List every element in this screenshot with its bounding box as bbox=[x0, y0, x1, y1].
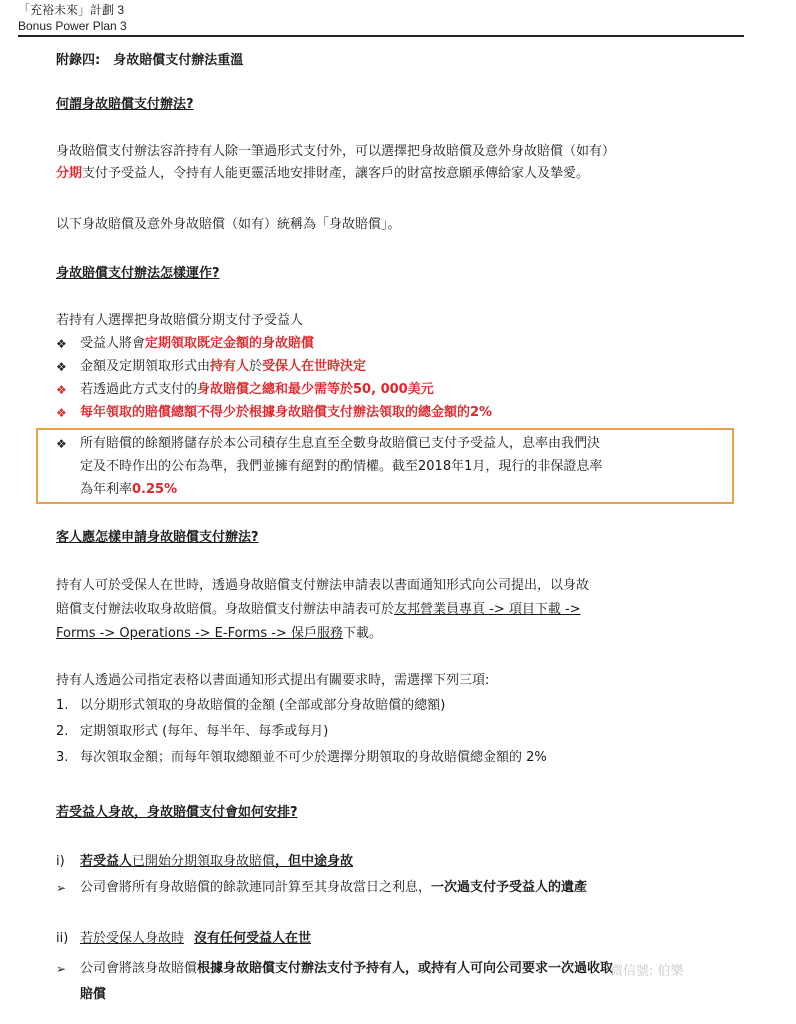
paragraph-text: 賠償支付辦法收取身故賠償。身故賠償支付辦法申請表可於 bbox=[56, 602, 395, 617]
section-heading-how-it-works: 身故賠償支付辦法怎樣運作? bbox=[56, 266, 220, 281]
appendix-title: 附錄四: 身故賠償支付辦法重溫 bbox=[56, 53, 244, 68]
section-heading-beneficiary-death: 若受益人身故，身故賠償支付會如何安排? bbox=[56, 805, 298, 820]
paragraph-line: 身故賠償支付辦法容許持有人除一筆過形式支付外，可以選擇把身故賠償及意外身故賠償（如有） bbox=[56, 144, 616, 159]
bullet-icon: ❖ bbox=[56, 437, 67, 451]
bullet-item bbox=[80, 381, 434, 399]
bullet-icon: ❖ bbox=[56, 383, 67, 397]
case-text: ，但中途身故 bbox=[275, 854, 354, 869]
bullet-item-line bbox=[80, 481, 177, 499]
list-item: 每次領取金額；而每年領取總額並不可少於選擇分期領取的身故賠償總金額的 2% bbox=[80, 750, 547, 765]
bullet-icon: ❖ bbox=[56, 406, 67, 420]
list-number: 2. bbox=[56, 724, 69, 739]
bullet-text: 受益人將會 bbox=[80, 336, 146, 351]
case-label: ii) bbox=[56, 931, 69, 946]
bullet-item bbox=[80, 358, 366, 376]
bullet-item: 每年領取的賠償總額不得少於根據身故賠償支付辦法領取的總金額的2% bbox=[80, 405, 493, 420]
list-item: 以分期形式領取的身故賠償的金額 (全部或部分身故賠償的總額) bbox=[80, 698, 446, 713]
bullet-item bbox=[80, 335, 314, 353]
case-detail bbox=[80, 960, 613, 978]
bullet-text: 金額及定期領取形式由 bbox=[80, 359, 211, 374]
arrow-icon: ➢ bbox=[56, 962, 67, 976]
bullet-icon: ❖ bbox=[56, 360, 67, 374]
bullet-highlight: 定期領取既定金額的身故賠償 bbox=[145, 336, 315, 351]
case-title bbox=[80, 853, 353, 871]
arrow-icon: ➢ bbox=[56, 881, 67, 895]
paragraph-text: 下載。 bbox=[342, 626, 382, 641]
detail-text: 公司會將該身故賠償 bbox=[80, 961, 198, 976]
bullet-text: 於 bbox=[249, 359, 263, 374]
detail-highlight: 一次過支付予受益人的遺產 bbox=[431, 880, 588, 895]
bullet-item-line: 所有賠償的餘額將儲存於本公司積存生息直至全數身故賠償已支付予受益人，息率由我們決 bbox=[80, 436, 601, 451]
case-detail bbox=[80, 879, 587, 897]
highlight-installments: 分期 bbox=[56, 166, 83, 181]
case-text: 若於受保人身故時 bbox=[80, 931, 185, 946]
watermark: 微信號: 伯樂 bbox=[610, 964, 684, 979]
list-item: 定期領取形式 (每年、每半年、每季或每月) bbox=[80, 724, 329, 739]
bullet-icon: ❖ bbox=[56, 337, 67, 351]
download-path-link[interactable]: Forms -> Operations -> E-Forms -> 保戶服務 bbox=[56, 626, 343, 641]
paragraph-line: 持有人可於受保人在世時，透過身故賠償支付辦法申請表以書面通知形式向公司提出，以身故 bbox=[56, 578, 590, 593]
section-heading-how-to-apply: 客人應怎樣申請身故賠償支付辦法? bbox=[56, 530, 259, 545]
case-label: i) bbox=[56, 854, 65, 869]
interest-rate: 0.25% bbox=[132, 482, 178, 497]
bullet-text: 若透過此方式支付的 bbox=[80, 382, 198, 397]
bullet-highlight: 身故賠償之總和最少需等於50, 000美元 bbox=[197, 382, 434, 397]
paragraph-line bbox=[56, 601, 581, 619]
case-title bbox=[80, 930, 311, 948]
paragraph-line bbox=[56, 165, 589, 183]
detail-highlight: 根據身故賠償支付辦法支付予持有人，或持有人可向公司要求一次過收取 bbox=[197, 961, 614, 976]
paragraph-definition: 以下身故賠償及意外身故賠償（如有）統稱為「身故賠償」。 bbox=[56, 217, 401, 232]
header-plan-name-zh: 「充裕未來」計劃 3 bbox=[18, 3, 125, 17]
list-number: 1. bbox=[56, 698, 69, 713]
intro-text: 若持有人選擇把身故賠償分期支付予受益人 bbox=[56, 313, 304, 328]
header-rule bbox=[18, 35, 744, 37]
header-plan-name-en: Bonus Power Plan 3 bbox=[18, 19, 127, 33]
download-path-link[interactable]: 友邦營業員專頁 -> 項目下載 -> bbox=[394, 602, 581, 617]
case-text: 已開始分期領取身故賠償 bbox=[132, 854, 276, 869]
bullet-highlight: 持有人 bbox=[210, 359, 250, 374]
paragraph-text: 支付予受益人，令持有人能更靈活地安排財產，讓客戶的財富按意願承傳給家人及摯愛。 bbox=[82, 166, 590, 181]
list-number: 3. bbox=[56, 750, 69, 765]
detail-text: 公司會將所有身故賠償的餘款連同計算至其身故當日之利息， bbox=[80, 880, 432, 895]
bullet-text: 為年利率 bbox=[80, 482, 133, 497]
running-header bbox=[18, 2, 127, 34]
bullet-item-line: 定及不時作出的公布為準，我們並擁有絕對的酌情權。截至2018年1月，現行的非保證息率 bbox=[80, 459, 603, 474]
section-heading-what-is: 何謂身故賠償支付辦法? bbox=[56, 97, 194, 112]
case-text: 沒有任何受益人在世 bbox=[194, 931, 312, 946]
bullet-highlight: 受保人在世時決定 bbox=[262, 359, 367, 374]
paragraph-line bbox=[56, 625, 382, 643]
case-text: 若受益人 bbox=[80, 854, 133, 869]
paragraph-options-intro: 持有人透過公司指定表格以書面通知形式提出有關要求時，需選擇下列三項: bbox=[56, 673, 490, 688]
case-detail-line2: 賠償 bbox=[80, 987, 107, 1002]
